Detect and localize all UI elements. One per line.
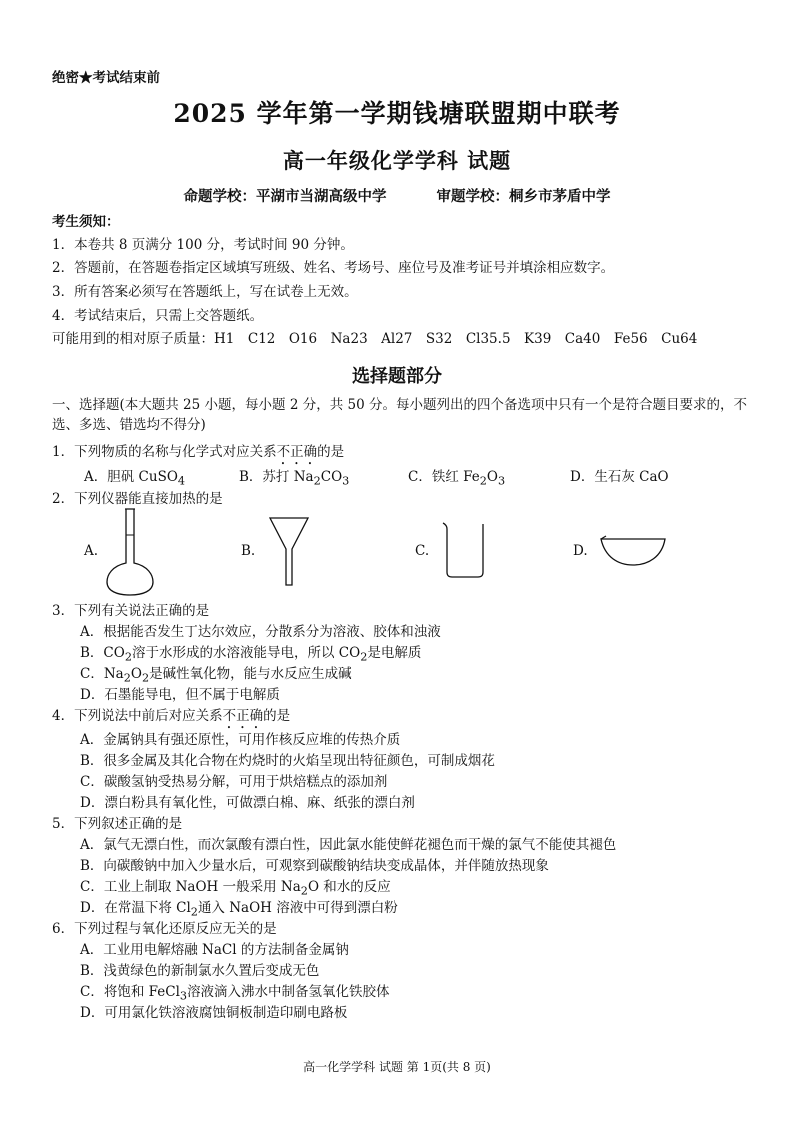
question-2-stem: 2．下列仪器能直接加热的是 bbox=[52, 491, 223, 507]
question-4-option-a: A．金属钠具有强还原性，可用作核反应堆的传热介质 bbox=[80, 732, 401, 748]
question-4-option-d: D．漂白粉具有氧化性，可做漂白棉、麻、纸张的漂白剂 bbox=[80, 795, 415, 811]
question-3-option-a: A．根据能否发生丁达尔效应，分散系分为溶液、胶体和浊液 bbox=[80, 624, 441, 640]
exam-title: 2025 学年第一学期钱塘联盟期中联考 bbox=[173, 99, 621, 128]
school-info bbox=[0, 185, 794, 206]
question-6-option-a: A．工业用电解熔融 NaCl 的方法制备金属钠 bbox=[80, 942, 349, 958]
question-6-option-d: D．可用氯化铁溶液腐蚀铜板制造印刷电路板 bbox=[80, 1005, 348, 1021]
question-5-option-a: A．氯气无漂白性，而次氯酸有漂白性，因此氯水能使鲜花褪色而干燥的氯气不能使其褪色 bbox=[80, 837, 617, 853]
question-2-option-b-label: B. bbox=[241, 543, 256, 559]
question-6-option-c: C．将饱和 FeCl$_3$溶液滴入沸水中制备氢氧化铁胶体 bbox=[80, 984, 390, 1003]
emphasis-text: 不正确 bbox=[222, 708, 264, 724]
question-4-stem: 4．下列说法中前后对应关系不正确的是 bbox=[52, 708, 291, 724]
question-3-option-c: C．$Na_2O_2$是碱性氧化物，能与水反应生成碱 bbox=[80, 666, 352, 685]
question-5-stem: 5．下列叙述正确的是 bbox=[52, 816, 183, 832]
question-1-option-a: A．胆矾 CuSO$_4$ bbox=[84, 469, 186, 488]
question-4-option-c: C．碳酸氢钠受热易分解，可用于烘焙糕点的添加剂 bbox=[80, 774, 388, 790]
emphasis-text: 不正确 bbox=[276, 444, 318, 460]
question-2-option-d-label: D. bbox=[573, 543, 588, 559]
section-instructions: 一、选择题(本大题共 25 小题，每小题 2 分，共 50 分。每小题列出的四个备选项中只有一个是符合题目要求的，不选、多选、错选均不得分) bbox=[52, 397, 747, 433]
question-3-option-d: D．石墨能导电，但不属于电解质 bbox=[80, 687, 280, 703]
question-4-option-b: B．很多金属及其化合物在灼烧时的火焰呈现出特征颜色，可制成烟花 bbox=[80, 753, 495, 769]
notice-heading: 考生须知： bbox=[52, 214, 120, 230]
question-1-option-b: B．苏打 $Na_2CO_3$ bbox=[239, 469, 350, 488]
evaporating-dish-icon bbox=[598, 533, 668, 569]
exam-subtitle: 高一年级化学学科 试题 bbox=[282, 148, 512, 173]
notice-item: 1．本卷共 8 页满分 100 分，考试时间 90 分钟。 bbox=[52, 237, 354, 253]
question-5-option-c: C．工业上制取 NaOH 一般采用 $Na_2O$ 和水的反应 bbox=[80, 879, 391, 898]
notice-item: 4．考试结束后，只需上交答题纸。 bbox=[52, 308, 264, 324]
reviewer-school: 审题学校：桐乡市茅盾中学 bbox=[436, 188, 611, 205]
notice-item: 2．答题前，在答题卷指定区域填写班级、姓名、考场号、座位号及准考证号并填涂相应数字。 bbox=[52, 260, 615, 276]
question-1-option-d: D．生石灰 CaO bbox=[570, 469, 669, 485]
question-6-stem: 6．下列过程与氧化还原反应无关的是 bbox=[52, 921, 277, 937]
question-3-stem: 3．下列有关说法正确的是 bbox=[52, 603, 210, 619]
proposer-school: 命题学校：平湖市当湖高级中学 bbox=[183, 188, 387, 205]
question-3-option-b: B．$CO_2$溶于水形成的水溶液能导电，所以 $CO_2$是电解质 bbox=[80, 645, 422, 664]
question-5-option-b: B．向碳酸钠中加入少量水后，可观察到碳酸钠结块变成晶体，并伴随放热现象 bbox=[80, 858, 549, 874]
notice-item: 3．所有答案必须写在答题纸上，写在试卷上无效。 bbox=[52, 284, 358, 300]
confidential-label: 绝密★考试结束前 bbox=[52, 70, 160, 86]
atomic-masses: 可能用到的相对原子质量：H1 C12 O16 Na23 Al27 S32 Cl35.5 K39 Ca40 Fe56 Cu64 bbox=[52, 331, 698, 347]
question-1-option-c: C．铁红 $Fe_2O_3$ bbox=[408, 469, 506, 488]
question-2-option-a-label: A. bbox=[84, 543, 99, 559]
question-6-option-b: B．浅黄绿色的新制氯水久置后变成无色 bbox=[80, 963, 320, 979]
beaker-icon bbox=[440, 520, 488, 580]
question-5-option-d: D．在常温下将 $Cl_2$通入 NaOH 溶液中可得到漂白粉 bbox=[80, 900, 398, 919]
section-title: 选择题部分 bbox=[352, 366, 442, 387]
volumetric-flask-icon bbox=[104, 505, 156, 597]
question-1-stem: 1．下列物质的名称与化学式对应关系不正确的是 bbox=[52, 444, 345, 460]
page-footer: 高一化学学科 试题 第 1页(共 8 页) bbox=[303, 1060, 491, 1074]
funnel-icon bbox=[267, 515, 311, 587]
question-2-option-c-label: C. bbox=[415, 543, 430, 559]
